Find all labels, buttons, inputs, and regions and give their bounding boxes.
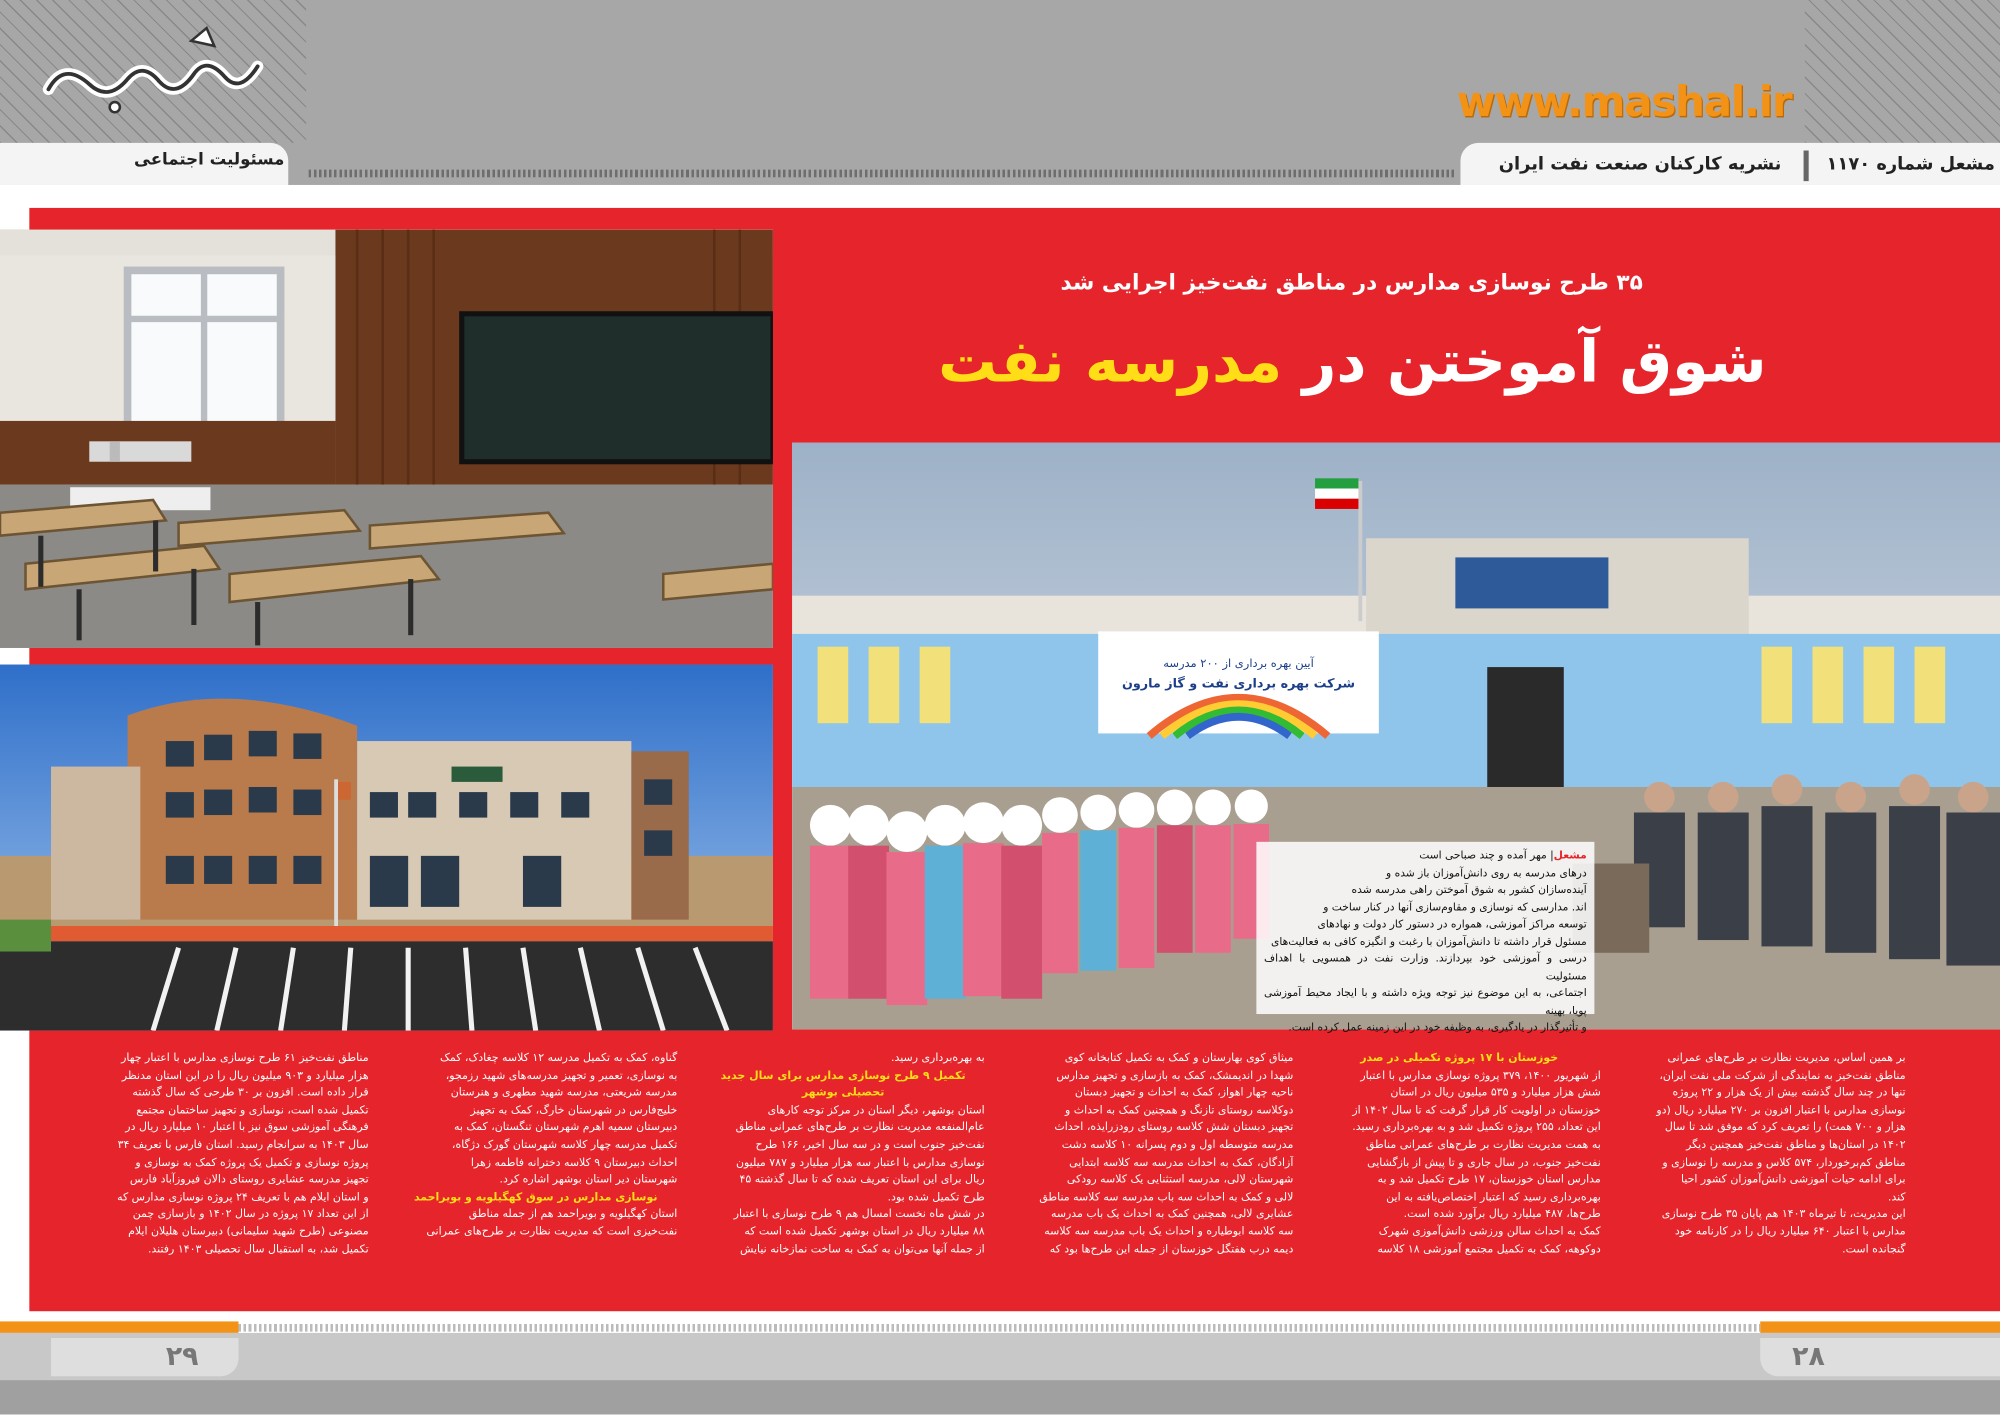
column-text-line: مدرسه متوسطه اول و دوم پسرانه ۱۰ کلاسه دشت [1061, 1138, 1294, 1152]
column-text-line: میثاق کوی بهارستان و کمک به تکمیل کتابخانه کوی [1064, 1052, 1294, 1066]
footer-accent-right [1760, 1321, 2000, 1332]
headline-main: شوق آموختن در [1282, 326, 1767, 396]
website-url[interactable]: www.mashal.ir [1456, 76, 1792, 127]
column-text-line: سه کلاسه ابوطیاره و احداث یک باب مدرسه سه کلاسه [1044, 1225, 1294, 1239]
issue-number: مشعل شماره ۱۱۷۰ [1826, 154, 1995, 175]
column-text-line: از این تعداد ۱۷ پروژه در سال ۱۴۰۲ و بازسازی چمن [132, 1208, 369, 1222]
column-subheading: نوسازی مدارس در سوق کهگیلویه و بویراحمد [413, 1191, 658, 1204]
column-text-line: از جمله آنها می‌توان به کمک به ساخت نمازخانه نیایش [739, 1243, 985, 1256]
column-text-line: مدرسه شریعتی، مدرسه شهید مطهری و هنرستان [450, 1086, 678, 1100]
header-tab-divider [1804, 151, 1809, 182]
column-text-line: دوکوهه، کمک به تکمیل مجتمع آموزشی ۱۸ کلاسه [1377, 1243, 1601, 1256]
caption-line: توسعه مراکز آموزشی، همواره در دستور کار دولت و نهادهای [1317, 917, 1587, 930]
column-text-line: به بهره‌برداری رسید. [890, 1052, 985, 1066]
column-text-line: مدارس استان خوزستان، ۱۷ طرح تکمیل شد و به [1377, 1173, 1601, 1187]
caption-lead: مشعل [1553, 848, 1587, 861]
footer-accent-left [0, 1321, 239, 1332]
header-dotted-rule [309, 170, 1454, 178]
column-text-line: شهرستان دیر استان بوشهر اشاره کرد. [499, 1173, 678, 1187]
column-text-line: گنجانده است. [1842, 1243, 1906, 1256]
column-text-line: آزادگان، کمک به احداث مدرسه سه کلاسه ابتدایی [1069, 1156, 1294, 1170]
column-text-line: گناوه، کمک به تکمیل مدرسه ۱۲ کلاسه چغادک، کمک [440, 1052, 678, 1066]
column-text-line: استان کهگیلویه و بویراحمد هم از جمله مناطق [468, 1208, 678, 1222]
column-text-line: عشایری لالی، همچنین کمک به احداث یک باب مدرسه [1050, 1208, 1294, 1222]
column-text-line: و استان ایلام هم با تعریف ۲۴ پروژه نوسازی مدارس که [117, 1191, 369, 1204]
caption-line: مسئول قرار داشته تا دانش‌آموزان با رغبت و انگیزه کافی به فعالیت‌های [1270, 934, 1587, 948]
column-text-line: هزار و ۷۰۰ همت) را تعریف کرد که موفق شد تا سال [1664, 1121, 1906, 1135]
column-text-line: تجهیز دبستان شش کلاسه روستای رودزرایذه، احداث [1054, 1121, 1294, 1135]
article-kicker: ۳۵ طرح نوسازی مدارس در مناطق نفت‌خیز اجرایی شد [1060, 270, 1643, 296]
column-text-line: هزار میلیارد و ۹۰۳ میلیون ریال را در این استان مدنظر [121, 1069, 369, 1083]
publication-name: نشریه کارکنان صنعت نفت ایران [1498, 154, 1782, 175]
footer-bar [0, 1333, 2000, 1380]
column-text-line: مدارس با اعتبار ۶۴۰ میلیارد ریال را در کارنامه خود [1674, 1225, 1906, 1239]
column-text-line: ناحیه چهار اهواز، کمک به احداث و تجهیز دبستان [1074, 1086, 1294, 1100]
ceremony-banner-line2: آیین بهره برداری از ۲۰۰ مدرسه [1163, 656, 1314, 671]
column-text-line: تکمیل شد، به استقبال سال تحصیلی ۱۴۰۳ رفتند. [147, 1243, 369, 1256]
column-text-line: نفت‌خیز جنوب است و در سه سال اخیر، ۱۶۶ طرح [755, 1138, 985, 1152]
column-text-line: نفت‌خیزی است که مدیریت نظارت بر طرح‌های عمرانی [426, 1225, 678, 1239]
article-column-2 [1318, 1051, 1601, 1306]
article-column-6 [85, 1051, 368, 1306]
column-text-line: از شهریور ۱۴۰۰، ۳۷۹ پروژه نوسازی مدارس با اعتبار [1360, 1069, 1601, 1083]
column-text-line: تکمیل مدرسه چهار کلاسه شهرستان گورک دژگاه، [451, 1138, 678, 1152]
header-hatch-right [1805, 0, 2000, 143]
column-text-line: فرهنگی آموزشی سوق نیز با اعتبار ۱۰ میلیارد ریال در [125, 1121, 369, 1135]
footer-dotted-rule [239, 1324, 1761, 1332]
column-text-line: ۸۸ میلیارد ریال در استان بوشهر تکمیل شده است که [744, 1225, 985, 1239]
column-text-line: به همت مدیریت نظارت بر طرح‌های عمرانی مناطق [1365, 1138, 1601, 1152]
headline-accent: مدرسه نفت [938, 326, 1283, 396]
column-text-line: عام‌المنفعه مدیریت نظارت بر طرح‌های عمرانی مناطق [735, 1121, 985, 1135]
column-text-line: قرار داده است. افزون بر ۳۰ طرحی که سال گذشته [132, 1086, 369, 1100]
column-text-line: کمک به احداث سالن ورزشی دانش‌آموزی شهرک [1378, 1225, 1601, 1239]
column-text-line: این تعداد، ۲۵۵ پروژه تکمیل شد و به بهره‌برداری رسید. [1352, 1121, 1601, 1135]
column-text-line: لالی و کمک به احداث سه باب مدرسه سه کلاسه مناطق [1039, 1191, 1294, 1204]
column-text-line: پروژه نوسازی و تکمیل یک پروژه کمک به نوسازی و [135, 1156, 369, 1170]
caption-line: اجتماعی، به این موضوع نیز توجه ویژه داشته و با ایجاد محیط آموزشی پویا، بهینه [1264, 985, 1587, 1016]
article-column-3 [1010, 1051, 1293, 1306]
caption-line: درهای مدرسه به روی دانش‌آموزان باز شده و [1386, 865, 1587, 879]
article-column-5 [394, 1051, 677, 1306]
ceremony-banner-line1: شرکت بهره برداری نفت و گاز مارون [1121, 676, 1356, 692]
caption-line: و تأثیرگذار در یادگیری، به وظیفه خود در این زمینه عمل کرده است. [1288, 1020, 1587, 1034]
column-text-line: شهدا در اندیمشک، کمک به بازسازی و تجهیز مدارس [1056, 1069, 1294, 1083]
column-text-line: کند. [1887, 1191, 1906, 1204]
column-text-line: دوکلاسه روستای تازنگ و همچنین کمک به احداث و [1064, 1104, 1294, 1118]
caption-line: آینده‌سازان کشور به شوق آموختن راهی مدرسه شده [1351, 882, 1587, 896]
column-text-line: دبیرستان سمیه اهرم شهرستان تنگستان، کمک به [453, 1121, 678, 1135]
article-column-4 [702, 1051, 985, 1306]
column-text-line: شهرستان لالی، مدرسه استثنایی یک کلاسه رودکی [1066, 1173, 1294, 1187]
column-text-line: تکمیل شده است، نوسازی و تجهیز ساختمان مجتمع [136, 1104, 369, 1118]
column-text-line: تنها در چند سال گذشته بیش از یک هزار و ۲۲ پروژه [1672, 1086, 1906, 1100]
column-text-line: تجهیز مدرسه عشایری روستای دالان فیروزآباد فارس [129, 1173, 369, 1187]
column-text-line: سال ۱۴۰۳ به سرانجام رسید. استان فارس با تعریف ۳۴ [117, 1138, 369, 1152]
caption-line: درسی و آموزشی خود بپردازند. وزارت نفت در همسویی با اهداف مسئولیت [1264, 951, 1587, 982]
column-text-line: احداث دبیرستان ۹ کلاسه دخترانه فاطمه زهرا [470, 1156, 678, 1170]
school-building-photo [0, 665, 773, 1031]
column-text-line: در شش ماه نخست امسال هم ۹ طرح نوسازی با اعتبار [733, 1208, 985, 1222]
column-text-line: مناطق کم‌برخوردار، ۵۷۴ کلاس و مدرسه را نوسازی و [1662, 1156, 1906, 1170]
column-text-line: نوسازی مدارس با اعتبار افزون بر ۲۷۰ میلیارد ریال (دو [1656, 1104, 1906, 1118]
column-text-line: ۱۴۰۲ در استان‌ها و مناطق نفت‌خیز همچنین دیگر [1686, 1138, 1906, 1152]
article-headline [938, 327, 1766, 396]
column-text-line: شش هزار میلیارد و ۵۳۵ میلیون ریال در استان [1390, 1086, 1601, 1100]
caption-line: | مهر آمده و چند صباحی است [1419, 848, 1554, 861]
column-text-line: به نوسازی، تعمیر و تجهیز مدرسه‌های شهید رزمجو، [445, 1069, 678, 1083]
page-number-tab-left [51, 1338, 238, 1376]
classroom-photo [0, 230, 773, 648]
column-text-line: مناطق نفت‌خیز به نمایندگی از شرکت ملی نفت ایران، [1659, 1069, 1906, 1083]
page-number-left: ۲۹ [165, 1340, 199, 1372]
column-text-line: طرح‌ها، ۴۸۷ میلیارد ریال برآورد شده است. [1403, 1208, 1601, 1222]
mashal-logo-icon [38, 23, 268, 125]
photo-caption [1256, 842, 1594, 1034]
caption-line: اند. مدارسی که نوسازی و مقاوم‌سازی آنها در کنار ساخت و [1323, 899, 1587, 913]
footer-bottom-strip [0, 1380, 2000, 1414]
column-text-line: ریال برای این استان تعریف شده که تا سال گذشته ۴۵ [739, 1173, 985, 1187]
column-subheading: تکمیل ۹ طرح نوسازی مدارس برای سال جدید تحصیلی بوشهر [720, 1069, 966, 1100]
column-text-line: خوزستان در اولویت کار قرار گرفت که تا سال ۱۴۰۲ از [1352, 1104, 1601, 1118]
column-text-line: طرح تکمیل شده بود. [887, 1191, 985, 1204]
column-text-line: نوسازی مدارس با اعتبار سه هزار میلیارد و ۷۸۷ میلیون [735, 1156, 985, 1170]
column-text-line: بهره‌برداری رسید که اعتبار اختصاص‌یافته به این [1386, 1191, 1601, 1204]
column-text-line: استان بوشهر، دیگر استان در مرکز توجه کارهای [767, 1104, 985, 1118]
column-text-line: خلیج‌فارس در شهرستان خارگ، کمک به تجهیز [470, 1104, 678, 1118]
section-title: مسئولیت اجتماعی [133, 150, 285, 170]
column-text-line: این مدیریت، تا تیرماه ۱۴۰۳ هم پایان ۳۵ طرح نوسازی [1661, 1208, 1906, 1222]
column-text-line: دیمه درب هفتگل خوزستان از جمله این طرح‌ها بود که [1049, 1243, 1294, 1256]
column-text-line: مناطق نفت‌خیز ۶۱ طرح نوسازی مدارس با اعتبار چهار [121, 1052, 369, 1066]
column-text-line: بر همین اساس، مدیریت نظارت بر طرح‌های عمرانی [1667, 1052, 1906, 1066]
page-number-right: ۲۸ [1792, 1340, 1825, 1372]
article-column-1 [1622, 1051, 1905, 1306]
column-subheading: خوزستان با ۱۷ پروژه تکمیلی در صدر [1360, 1052, 1559, 1066]
column-text-line: برای ادامه حیات آموزشی دانش‌آموزان کشور احیا [1680, 1173, 1906, 1187]
column-text-line: مصنوعی (طرح شهید سلیمانی) دبیرستان هلیلان ایلام [128, 1225, 369, 1239]
column-text-line: نفت‌خیز جنوب، در سال جاری و تا پیش از بازگشایی [1367, 1156, 1601, 1170]
